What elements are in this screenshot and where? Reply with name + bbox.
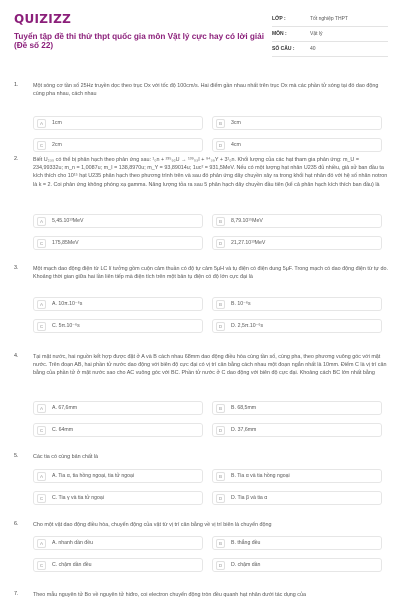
question-text: Theo mẫu nguyên tử Bo về nguyên tử hiđro, coi electron chuyển động tròn đều quanh hạt nhân dưới tác dụng của xyxy=(33,592,306,598)
option-d[interactable] xyxy=(212,423,382,437)
question-number: 6. xyxy=(14,521,19,527)
option-letter: A xyxy=(37,300,46,309)
option-d[interactable] xyxy=(212,236,382,250)
option-text: D. 37,6mm xyxy=(231,427,257,433)
option-letter: A xyxy=(37,217,46,226)
option-letter: A xyxy=(37,539,46,548)
option-d[interactable] xyxy=(212,491,382,505)
option-c[interactable] xyxy=(33,558,203,572)
option-d[interactable] xyxy=(212,558,382,572)
subject-label: MÔN : xyxy=(272,31,287,37)
option-letter: C xyxy=(37,426,46,435)
question-number: 2. xyxy=(14,156,19,162)
question-number: 4. xyxy=(14,353,19,359)
option-a[interactable] xyxy=(33,116,203,130)
option-text: 21,27.10¹³MeV xyxy=(231,240,266,246)
option-letter: D xyxy=(216,426,225,435)
option-letter: C xyxy=(37,141,46,150)
option-text: 8,79.10¹⁵MeV xyxy=(231,218,263,224)
option-letter: B xyxy=(216,472,225,481)
option-c[interactable] xyxy=(33,491,203,505)
question-count-value: 40 xyxy=(310,46,316,52)
option-text: C. 64mm xyxy=(52,427,74,433)
quizizz-logo: QUIZIZZ xyxy=(14,12,72,26)
option-b[interactable] xyxy=(212,214,382,228)
option-letter: C xyxy=(37,239,46,248)
option-letter: C xyxy=(37,494,46,503)
option-letter: B xyxy=(216,404,225,413)
document-title: Tuyển tập đề thi thử thpt quốc gia môn Vật lý cực hay có lời giải (Đề số 22) xyxy=(14,32,264,50)
info-row-subject xyxy=(272,27,388,42)
question-count-label: SỐ CÂU : xyxy=(272,46,295,52)
question-text: Cho một vật dao động điều hòa, chuyển động của vật từ vị trí cân bằng về vị trí biên là chuyển động xyxy=(33,522,272,528)
option-letter: D xyxy=(216,141,225,150)
option-a[interactable] xyxy=(33,214,203,228)
question-number: 1. xyxy=(14,82,19,88)
question-text: Biết U₂₃₅ có thể bị phân hạch theo phản ứng sau: ¹₀n + ²³⁵₉₂U → ¹³⁹₅₃I + ⁹⁴₃₉Y + 3¹₀n. Khối lượng của các hạt tham gia phản ứng: m_U = 234,99332u; m_n = 1,0087u; m_I = 138,8970u; m_Y = 93,89014u; 1uc² = 931,5MeV. Nếu có một lượng hạt nhân U235 đủ nhiều, giả sử ban đầu ta kích thích cho 10¹⁵ hạt U235 phân hạch theo phương trình trên và sau đó phản ứng dây chuyền xảy ra trong khối hạt nhân đó với hệ số nhân notron là k = 2. Coi phản ứng không phóng xạ gamma. Năng lượng tỏa ra sau 5 phân hạch dây chuyền đầu tiên (kể cả phân hạch kích thích ban đầu) là xyxy=(33,157,388,188)
option-text: 4cm xyxy=(231,142,241,148)
question-number: 5. xyxy=(14,453,19,459)
class-label: LỚP : xyxy=(272,16,286,22)
question-text: Tại mặt nước, hai nguồn kết hợp được đặt ở A và B cách nhau 68mm dao động điều hòa cùng tần số, cùng pha, theo phương vuông góc với mặt nước. Trên đoạn AB, hai phần tử nước dao động với biên độ cực đại có vị trí cân bằng cách nhau một đoạn ngắn nhất là 10mm. Điểm C là vị trí cân bằng của phần tử ở mặt nước sao cho AC vuông góc với BC. Phần tử nước ở C dao động với biên độ cực đại. Khoảng cách BC lớn nhất bằng xyxy=(33,354,387,377)
option-a[interactable] xyxy=(33,297,203,311)
option-d[interactable] xyxy=(212,319,382,333)
option-c[interactable] xyxy=(33,319,203,333)
class-value: Tốt nghiệp THPT xyxy=(310,16,348,22)
option-b[interactable] xyxy=(212,116,382,130)
option-text: D. Tia β và tia α xyxy=(231,495,268,501)
option-text: A. nhanh dần đều xyxy=(52,540,93,546)
option-letter: C xyxy=(37,322,46,331)
option-letter: B xyxy=(216,119,225,128)
info-row-class xyxy=(272,12,388,27)
option-letter: B xyxy=(216,539,225,548)
option-text: C. Tia γ và tia tử ngoại xyxy=(52,495,104,501)
option-b[interactable] xyxy=(212,536,382,550)
option-text: 175,85MeV xyxy=(52,240,79,246)
option-text: D. chậm dần xyxy=(231,562,261,568)
option-text: 5,45.10¹³MeV xyxy=(52,218,84,224)
option-letter: D xyxy=(216,322,225,331)
question-number: 7. xyxy=(14,591,19,597)
option-c[interactable] xyxy=(33,236,203,250)
option-text: C. 5π.10⁻⁶s xyxy=(52,323,80,329)
option-b[interactable] xyxy=(212,469,382,483)
option-c[interactable] xyxy=(33,423,203,437)
option-text: B. 10⁻⁶s xyxy=(231,301,251,307)
option-a[interactable] xyxy=(33,536,203,550)
subject-value: Vật lý xyxy=(310,31,323,37)
option-d[interactable] xyxy=(212,138,382,152)
option-text: A. Tia α, tia hồng ngoại, tia tử ngoại xyxy=(52,473,135,479)
option-letter: D xyxy=(216,239,225,248)
question-number: 3. xyxy=(14,265,19,271)
option-c[interactable] xyxy=(33,138,203,152)
option-text: A. 10π.10⁻⁶s xyxy=(52,301,83,307)
info-table xyxy=(272,12,388,57)
option-text: C. chậm dần đều xyxy=(52,562,92,568)
question-text: Một mạch dao động điện từ LC lí tưởng gồm cuộn cảm thuần có độ tự cảm 5μH và tụ điện có điện dung 5μF. Trong mạch có dao động điện từ tự do. Khoảng thời gian giữa hai lần liên tiếp mà điện tích trên một bản tụ điện có độ lớn cực đại là xyxy=(33,266,389,281)
option-letter: B xyxy=(216,217,225,226)
option-text: A. 67,6mm xyxy=(52,405,78,411)
option-letter: A xyxy=(37,472,46,481)
question-text: Một sóng cơ tần số 25Hz truyền dọc theo trục Ox với tốc độ 100cm/s. Hai điểm gần nhau nhất trên trục Ox mà các phần tử sóng tại đó dao động cùng pha nhau, cách nhau xyxy=(33,83,379,98)
option-text: 2cm xyxy=(52,142,62,148)
option-text: B. thẳng đều xyxy=(231,540,261,546)
option-letter: A xyxy=(37,119,46,128)
option-a[interactable] xyxy=(33,401,203,415)
option-a[interactable] xyxy=(33,469,203,483)
question-text: Các tia có cùng bản chất là xyxy=(33,454,99,460)
option-b[interactable] xyxy=(212,401,382,415)
option-text: 3cm xyxy=(231,120,241,126)
option-letter: B xyxy=(216,300,225,309)
info-row-count xyxy=(272,42,388,57)
option-letter: D xyxy=(216,494,225,503)
option-text: B. Tia α và tia hồng ngoại xyxy=(231,473,290,479)
worksheet-header xyxy=(0,0,400,62)
option-text: B. 68,5mm xyxy=(231,405,257,411)
option-b[interactable] xyxy=(212,297,382,311)
option-text: 1cm xyxy=(52,120,62,126)
option-letter: A xyxy=(37,404,46,413)
option-letter: C xyxy=(37,561,46,570)
option-letter: D xyxy=(216,561,225,570)
option-text: D. 2,5π.10⁻⁶s xyxy=(231,323,264,329)
